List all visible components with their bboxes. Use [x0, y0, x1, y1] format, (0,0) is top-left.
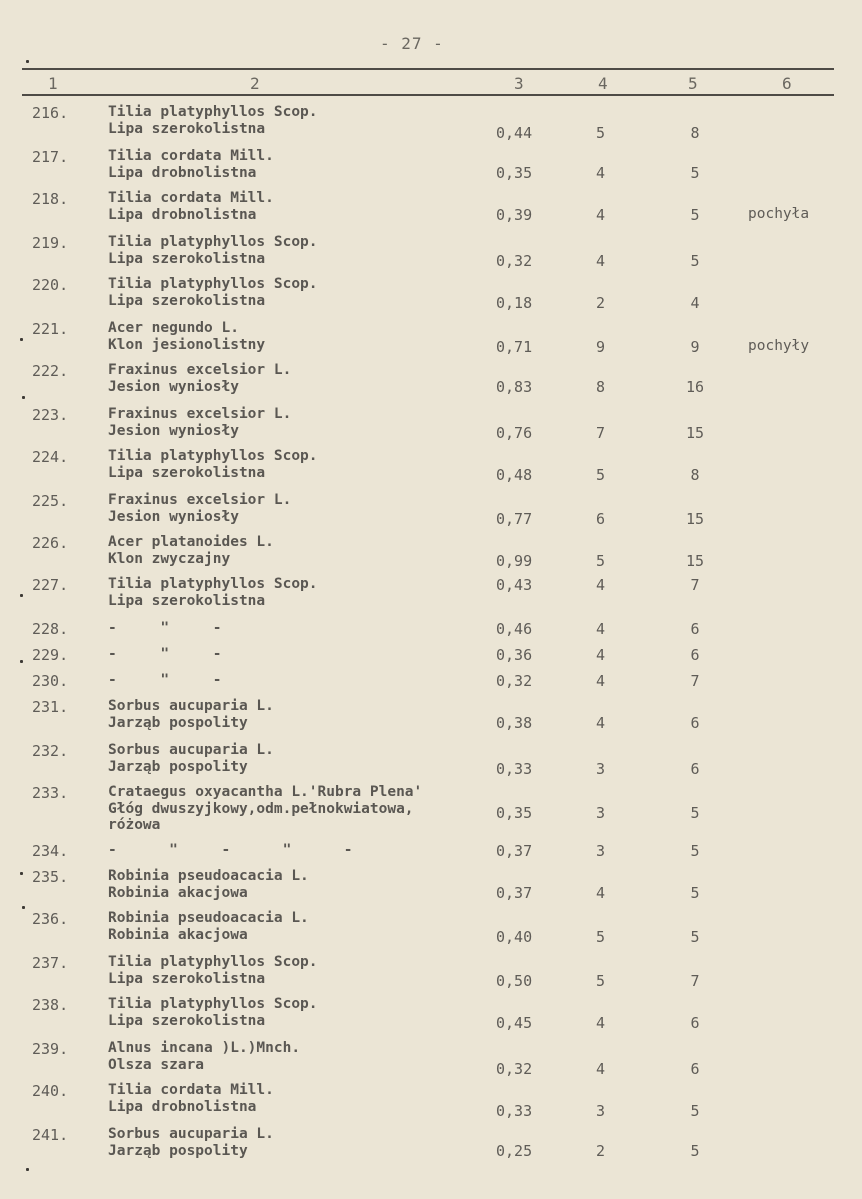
- margin-mark: [26, 1168, 29, 1171]
- row-number: 225.: [32, 492, 69, 510]
- column-4-value: 4: [596, 672, 606, 690]
- diameter-value: 0,32: [496, 1060, 533, 1078]
- margin-mark: [20, 872, 23, 875]
- species-names: [108, 576, 318, 609]
- species-names: [108, 320, 265, 353]
- row-number: 228.: [32, 620, 69, 638]
- column-5-value: 7: [690, 972, 700, 990]
- column-4-value: 7: [596, 424, 606, 442]
- polish-name: Olsza szara: [108, 1056, 205, 1073]
- column-5-value: 6: [690, 646, 700, 664]
- diameter-value: 0,35: [496, 804, 533, 822]
- column-4-value: 2: [596, 1142, 606, 1160]
- latin-name: Fraxinus excelsior L.: [108, 492, 292, 508]
- column-5-value: 15: [685, 552, 705, 570]
- column-5-value: 15: [685, 424, 705, 442]
- row-number: 232.: [32, 742, 69, 760]
- diameter-value: 0,48: [496, 466, 533, 484]
- column-4-value: 2: [596, 294, 606, 312]
- column-5-value: 5: [690, 164, 700, 182]
- species-names: [108, 234, 318, 267]
- polish-name: Klon zwyczajny: [108, 550, 231, 567]
- column-4-value: 4: [596, 620, 606, 638]
- column-5-value: 6: [690, 760, 700, 778]
- row-number: 241.: [32, 1126, 69, 1144]
- species-names: [108, 842, 352, 859]
- column-header-1: 1: [48, 74, 58, 93]
- column-4-value: 9: [596, 338, 606, 356]
- species-names: [108, 534, 274, 567]
- column-5-value: 6: [690, 1014, 700, 1032]
- species-names: [108, 620, 222, 637]
- latin-name: Sorbus aucuparia L.: [108, 742, 274, 758]
- column-4-value: 4: [596, 646, 606, 664]
- column-4-value: 5: [596, 552, 606, 570]
- column-4-value: 4: [596, 206, 606, 224]
- polish-name: Głóg dwuszyjkowy,odm.pełnokwiatowa,: [108, 800, 414, 817]
- column-4-value: 4: [596, 252, 606, 270]
- species-names: [108, 646, 222, 663]
- diameter-value: 0,77: [496, 510, 533, 528]
- row-number: 235.: [32, 868, 69, 886]
- polish-name: Lipa szerokolistna: [108, 970, 266, 987]
- column-5-value: 5: [690, 1102, 700, 1120]
- row-number: 226.: [32, 534, 69, 552]
- polish-name: Jarząb pospolity: [108, 758, 248, 775]
- latin-name: Acer platanoides L.: [108, 534, 274, 550]
- column-5-value: 6: [690, 620, 700, 638]
- diameter-value: 0,76: [496, 424, 533, 442]
- latin-name: Fraxinus excelsior L.: [108, 362, 292, 378]
- species-names: [108, 996, 318, 1029]
- row-number: 220.: [32, 276, 69, 294]
- column-4-value: 4: [596, 714, 606, 732]
- latin-name: Tilia platyphyllos Scop.: [108, 448, 318, 464]
- column-5-value: 5: [690, 928, 700, 946]
- column-header-5: 5: [688, 74, 698, 93]
- polish-name: Lipa szerokolistna: [108, 292, 266, 309]
- column-4-value: 5: [596, 124, 606, 142]
- polish-name: Lipa szerokolistna: [108, 592, 266, 609]
- column-header-4: 4: [598, 74, 608, 93]
- margin-mark: [20, 594, 23, 597]
- column-4-value: 3: [596, 760, 606, 778]
- diameter-value: 0,36: [496, 646, 533, 664]
- species-names: [108, 362, 291, 395]
- diameter-value: 0,25: [496, 1142, 533, 1160]
- header-top-rule: [22, 68, 834, 70]
- column-5-value: 5: [690, 206, 700, 224]
- latin-name: Robinia pseudoacacia L.: [108, 910, 309, 926]
- row-number: 222.: [32, 362, 69, 380]
- column-5-value: 5: [690, 1142, 700, 1160]
- polish-name: Lipa szerokolistna: [108, 120, 266, 137]
- row-number: 237.: [32, 954, 69, 972]
- row-number: 219.: [32, 234, 69, 252]
- diameter-value: 0,33: [496, 760, 533, 778]
- column-4-value: 4: [596, 164, 606, 182]
- species-names: [108, 868, 309, 901]
- diameter-value: 0,32: [496, 252, 533, 270]
- polish-name: Robinia akacjowa: [108, 884, 248, 901]
- column-5-value: 5: [690, 252, 700, 270]
- row-number: 227.: [32, 576, 69, 594]
- margin-mark: [20, 660, 23, 663]
- species-names: [108, 1126, 274, 1159]
- species-names: [108, 276, 318, 309]
- column-5-value: 5: [690, 884, 700, 902]
- latin-name: Acer negundo L.: [108, 320, 239, 336]
- column-5-value: 5: [690, 842, 700, 860]
- species-names: [108, 492, 291, 525]
- row-number: 231.: [32, 698, 69, 716]
- diameter-value: 0,43: [496, 576, 533, 594]
- latin-name: - " -: [108, 672, 222, 688]
- column-5-value: 7: [690, 576, 700, 594]
- column-4-value: 3: [596, 842, 606, 860]
- header-bottom-rule: [22, 94, 834, 96]
- column-5-value: 7: [690, 672, 700, 690]
- column-4-value: 5: [596, 972, 606, 990]
- polish-name: Jarząb pospolity: [108, 714, 248, 731]
- column-5-value: 8: [690, 466, 700, 484]
- row-number: 238.: [32, 996, 69, 1014]
- column-4-value: 5: [596, 928, 606, 946]
- diameter-value: 0,32: [496, 672, 533, 690]
- polish-name: Jarząb pospolity: [108, 1142, 248, 1159]
- margin-mark: [26, 60, 29, 63]
- diameter-value: 0,71: [496, 338, 533, 356]
- polish-name: Jesion wyniosły: [108, 378, 239, 395]
- diameter-value: 0,40: [496, 928, 533, 946]
- column-header-2: 2: [250, 74, 260, 93]
- latin-name: Tilia platyphyllos Scop.: [108, 576, 318, 592]
- latin-name: Tilia platyphyllos Scop.: [108, 104, 318, 120]
- diameter-value: 0,37: [496, 842, 533, 860]
- species-names: [108, 1040, 300, 1073]
- column-5-value: 5: [690, 804, 700, 822]
- diameter-value: 0,46: [496, 620, 533, 638]
- diameter-value: 0,44: [496, 124, 533, 142]
- species-names: [108, 104, 318, 137]
- diameter-value: 0,18: [496, 294, 533, 312]
- species-names: [108, 698, 274, 731]
- column-5-value: 9: [690, 338, 700, 356]
- column-4-value: 6: [596, 510, 606, 528]
- row-number: 221.: [32, 320, 69, 338]
- row-number: 218.: [32, 190, 69, 208]
- latin-name: Alnus incana )L.)Mnch.: [108, 1040, 301, 1056]
- latin-name: Crataegus oxyacantha L.'Rubra Plena': [108, 784, 423, 800]
- diameter-value: 0,45: [496, 1014, 533, 1032]
- species-names: [108, 784, 422, 834]
- remarks-value: pochyła: [748, 206, 810, 222]
- margin-mark: [20, 338, 23, 341]
- species-names: [108, 1082, 274, 1115]
- polish-name: Jesion wyniosły: [108, 422, 239, 439]
- species-names: [108, 148, 274, 181]
- species-names: [108, 406, 291, 439]
- latin-name: Tilia platyphyllos Scop.: [108, 276, 318, 292]
- species-names: [108, 672, 222, 689]
- row-number: 239.: [32, 1040, 69, 1058]
- column-4-value: 4: [596, 884, 606, 902]
- latin-name: - " - " -: [108, 842, 353, 858]
- row-number: 224.: [32, 448, 69, 466]
- column-header-3: 3: [514, 74, 524, 93]
- polish-name: Jesion wyniosły: [108, 508, 239, 525]
- polish-name: Klon jesionolistny: [108, 336, 266, 353]
- latin-name: Fraxinus excelsior L.: [108, 406, 292, 422]
- row-number: 240.: [32, 1082, 69, 1100]
- column-header-6: 6: [782, 74, 792, 93]
- column-4-value: 4: [596, 576, 606, 594]
- row-number: 216.: [32, 104, 69, 122]
- column-5-value: 6: [690, 1060, 700, 1078]
- polish-name: Robinia akacjowa: [108, 926, 248, 943]
- row-number: 236.: [32, 910, 69, 928]
- diameter-value: 0,35: [496, 164, 533, 182]
- latin-name: Tilia platyphyllos Scop.: [108, 234, 318, 250]
- column-5-value: 16: [685, 378, 705, 396]
- polish-name: Lipa szerokolistna: [108, 250, 266, 267]
- polish-name: Lipa szerokolistna: [108, 1012, 266, 1029]
- polish-name: Lipa drobnolistna: [108, 164, 257, 181]
- column-4-value: 4: [596, 1060, 606, 1078]
- diameter-value: 0,99: [496, 552, 533, 570]
- polish-name: Lipa drobnolistna: [108, 206, 257, 223]
- column-5-value: 6: [690, 714, 700, 732]
- row-number: 223.: [32, 406, 69, 424]
- row-number: 217.: [32, 148, 69, 166]
- column-4-value: 3: [596, 804, 606, 822]
- diameter-value: 0,50: [496, 972, 533, 990]
- diameter-value: 0,33: [496, 1102, 533, 1120]
- species-names: [108, 190, 274, 223]
- latin-name: Tilia cordata Mill.: [108, 1082, 274, 1098]
- margin-mark: [22, 396, 25, 399]
- latin-name: Sorbus aucuparia L.: [108, 1126, 274, 1142]
- latin-name: Tilia platyphyllos Scop.: [108, 996, 318, 1012]
- column-4-value: 4: [596, 1014, 606, 1032]
- diameter-value: 0,37: [496, 884, 533, 902]
- diameter-value: 0,39: [496, 206, 533, 224]
- species-names: [108, 954, 318, 987]
- column-4-value: 5: [596, 466, 606, 484]
- name-continuation: różowa: [108, 817, 161, 833]
- column-4-value: 3: [596, 1102, 606, 1120]
- remarks-value: pochyły: [748, 338, 810, 354]
- page-number: - 27 -: [380, 34, 444, 53]
- row-number: 229.: [32, 646, 69, 664]
- latin-name: - " -: [108, 620, 222, 636]
- column-5-value: 15: [685, 510, 705, 528]
- row-number: 230.: [32, 672, 69, 690]
- latin-name: - " -: [108, 646, 222, 662]
- diameter-value: 0,38: [496, 714, 533, 732]
- column-5-value: 8: [690, 124, 700, 142]
- species-names: [108, 448, 318, 481]
- column-5-value: 4: [690, 294, 700, 312]
- species-names: [108, 742, 274, 775]
- row-number: 233.: [32, 784, 69, 802]
- polish-name: Lipa szerokolistna: [108, 464, 266, 481]
- row-number: 234.: [32, 842, 69, 860]
- column-4-value: 8: [596, 378, 606, 396]
- latin-name: Robinia pseudoacacia L.: [108, 868, 309, 884]
- latin-name: Tilia cordata Mill.: [108, 148, 274, 164]
- diameter-value: 0,83: [496, 378, 533, 396]
- latin-name: Tilia cordata Mill.: [108, 190, 274, 206]
- margin-mark: [22, 906, 25, 909]
- species-names: [108, 910, 309, 943]
- polish-name: Lipa drobnolistna: [108, 1098, 257, 1115]
- latin-name: Sorbus aucuparia L.: [108, 698, 274, 714]
- latin-name: Tilia platyphyllos Scop.: [108, 954, 318, 970]
